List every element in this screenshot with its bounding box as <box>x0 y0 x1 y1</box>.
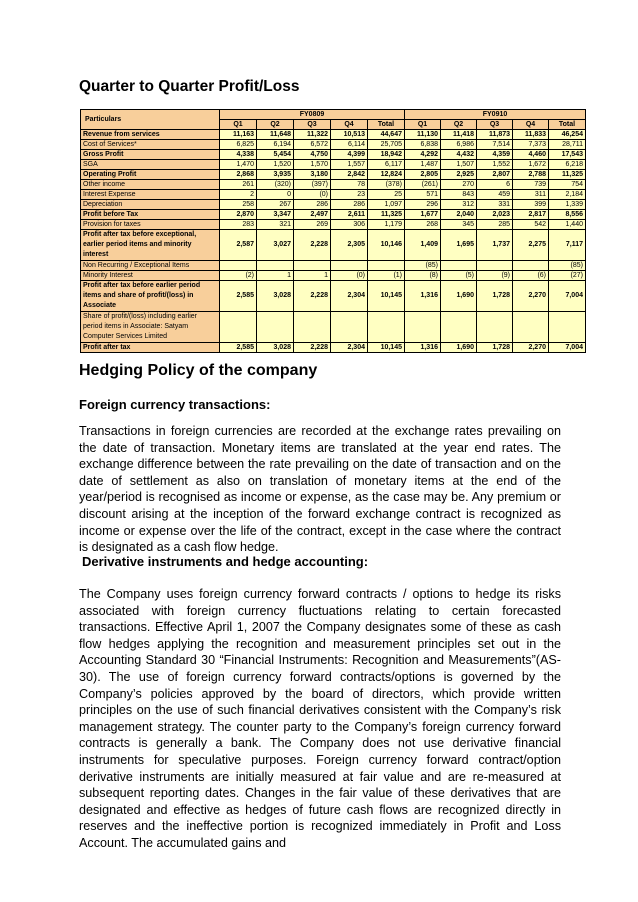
row-label: Non Recurring / Exceptional Items <box>81 261 220 271</box>
table-cell: 2,040 <box>441 210 477 220</box>
table-cell: 754 <box>549 180 586 190</box>
header-fy0809: FY0809 <box>220 110 405 120</box>
row-label: Cost of Services* <box>81 140 220 150</box>
table-cell: (378) <box>368 180 405 190</box>
table-cell: 2,228 <box>294 281 331 312</box>
table-cell: 6,194 <box>257 140 294 150</box>
table-cell: 2,023 <box>477 210 513 220</box>
table-cell: 1,339 <box>549 200 586 210</box>
table-cell: 4,432 <box>441 150 477 160</box>
table-cell: 2,228 <box>294 230 331 261</box>
subheading-foreign-currency: Foreign currency transactions: <box>79 397 271 412</box>
row-label: Profit after tax <box>81 343 220 353</box>
table-cell: 1,690 <box>441 343 477 353</box>
table-row <box>81 230 586 261</box>
table-cell: 11,873 <box>477 130 513 140</box>
table-cell: 11,833 <box>513 130 549 140</box>
table-cell <box>294 261 331 271</box>
table-cell: (1) <box>368 271 405 281</box>
table-row <box>81 190 586 200</box>
table-row <box>81 312 586 343</box>
table-cell: 4,399 <box>331 150 368 160</box>
table-cell: 11,130 <box>405 130 441 140</box>
table-cell: 312 <box>441 200 477 210</box>
table-cell: 1,728 <box>477 343 513 353</box>
table-cell: (85) <box>405 261 441 271</box>
table-cell: 2,788 <box>513 170 549 180</box>
table-cell: 311 <box>513 190 549 200</box>
row-label: Depreciation <box>81 200 220 210</box>
table-cell: 739 <box>513 180 549 190</box>
table-cell: 2 <box>220 190 257 200</box>
table-cell: 46,254 <box>549 130 586 140</box>
section-title-profit-loss: Quarter to Quarter Profit/Loss <box>79 78 300 95</box>
table-cell: 6,218 <box>549 160 586 170</box>
table-cell: 2,585 <box>220 343 257 353</box>
table-cell: 78 <box>331 180 368 190</box>
table-row <box>81 200 586 210</box>
table-row <box>81 170 586 180</box>
row-label: Interest Expense <box>81 190 220 200</box>
row-label: Provision for taxes <box>81 220 220 230</box>
table-cell: (9) <box>477 271 513 281</box>
header-quarter: Q1 <box>220 120 257 130</box>
table-cell: 3,180 <box>294 170 331 180</box>
table-cell: 261 <box>220 180 257 190</box>
table-cell: 7,004 <box>549 281 586 312</box>
header-quarter: Q3 <box>294 120 331 130</box>
table-row <box>81 271 586 281</box>
table-cell: 321 <box>257 220 294 230</box>
table-cell <box>477 312 513 343</box>
table-row <box>81 150 586 160</box>
table-cell: 2,842 <box>331 170 368 180</box>
table-row <box>81 160 586 170</box>
table-cell: 17,543 <box>549 150 586 160</box>
table-cell: 286 <box>294 200 331 210</box>
table-cell: 269 <box>294 220 331 230</box>
table-cell: 11,648 <box>257 130 294 140</box>
table-cell: (6) <box>513 271 549 281</box>
table-cell: (85) <box>549 261 586 271</box>
table-cell: 2,228 <box>294 343 331 353</box>
table-cell: 4,292 <box>405 150 441 160</box>
table-cell: 268 <box>405 220 441 230</box>
table-cell: 1,316 <box>405 343 441 353</box>
table-cell: 10,146 <box>368 230 405 261</box>
table-cell <box>294 312 331 343</box>
table-cell: 0 <box>257 190 294 200</box>
table-cell: 28,711 <box>549 140 586 150</box>
table-cell <box>368 312 405 343</box>
header-quarter: Q1 <box>405 120 441 130</box>
table-cell: 1,695 <box>441 230 477 261</box>
table-cell: 3,028 <box>257 281 294 312</box>
table-cell: 2,304 <box>331 343 368 353</box>
table-cell: (5) <box>441 271 477 281</box>
table-cell: 2,868 <box>220 170 257 180</box>
table-cell: 25,705 <box>368 140 405 150</box>
table-cell: 1,179 <box>368 220 405 230</box>
table-cell: 331 <box>477 200 513 210</box>
table-cell: 10,145 <box>368 343 405 353</box>
table-cell: 6,838 <box>405 140 441 150</box>
table-cell <box>441 312 477 343</box>
row-label: Revenue from services <box>81 130 220 140</box>
table-cell: 2,275 <box>513 230 549 261</box>
subheading-derivatives: Derivative instruments and hedge accounting: <box>82 554 369 569</box>
table-cell: (397) <box>294 180 331 190</box>
table-cell: 25 <box>368 190 405 200</box>
table-cell: 23 <box>331 190 368 200</box>
table-row <box>81 343 586 353</box>
table-cell: 6,117 <box>368 160 405 170</box>
table-cell: 2,807 <box>477 170 513 180</box>
table-cell: 285 <box>477 220 513 230</box>
table-cell: (320) <box>257 180 294 190</box>
profit-loss-table <box>80 109 586 353</box>
table-cell: 270 <box>441 180 477 190</box>
table-cell: 7,373 <box>513 140 549 150</box>
header-quarter: Total <box>368 120 405 130</box>
table-cell <box>549 312 586 343</box>
table-cell: 4,460 <box>513 150 549 160</box>
row-label: Minority Interest <box>81 271 220 281</box>
table-cell: 1 <box>257 271 294 281</box>
table-cell: 1,690 <box>441 281 477 312</box>
table-cell: (27) <box>549 271 586 281</box>
table-cell: 843 <box>441 190 477 200</box>
table-cell: 2,585 <box>220 281 257 312</box>
table-cell: 399 <box>513 200 549 210</box>
table-cell: 1,552 <box>477 160 513 170</box>
table-cell: 306 <box>331 220 368 230</box>
table-cell: 1,677 <box>405 210 441 220</box>
table-cell <box>220 261 257 271</box>
table-cell <box>331 261 368 271</box>
table-cell <box>331 312 368 343</box>
header-quarter: Total <box>549 120 586 130</box>
table-cell: 6 <box>477 180 513 190</box>
table-cell <box>513 261 549 271</box>
table-cell: 1,470 <box>220 160 257 170</box>
row-label: Other income <box>81 180 220 190</box>
table-cell: 267 <box>257 200 294 210</box>
table-cell: 2,805 <box>405 170 441 180</box>
table-cell: 4,750 <box>294 150 331 160</box>
header-particulars: Particulars <box>81 110 220 130</box>
table-cell: 2,270 <box>513 281 549 312</box>
row-label: Gross Profit <box>81 150 220 160</box>
table-cell: 11,163 <box>220 130 257 140</box>
table-cell: (0) <box>331 271 368 281</box>
table-cell <box>257 261 294 271</box>
table-cell: 8,556 <box>549 210 586 220</box>
table-cell: 345 <box>441 220 477 230</box>
table-cell: (8) <box>405 271 441 281</box>
table-cell: 11,418 <box>441 130 477 140</box>
table-cell: 5,454 <box>257 150 294 160</box>
table-row <box>81 130 586 140</box>
profit-loss-table-body <box>81 130 586 353</box>
table-row <box>81 140 586 150</box>
row-label: Share of profit/(loss) including earlier period items in Associate: Satyam Computer Services Limited <box>81 312 220 343</box>
table-cell: 1,440 <box>549 220 586 230</box>
table-cell: 3,935 <box>257 170 294 180</box>
header-quarter: Q4 <box>331 120 368 130</box>
table-cell <box>441 261 477 271</box>
table-cell: 6,572 <box>294 140 331 150</box>
table-cell: 10,145 <box>368 281 405 312</box>
table-cell: 2,587 <box>220 230 257 261</box>
table-cell: 2,925 <box>441 170 477 180</box>
table-cell: 3,027 <box>257 230 294 261</box>
table-cell: 283 <box>220 220 257 230</box>
table-cell: 3,347 <box>257 210 294 220</box>
table-cell <box>477 261 513 271</box>
table-cell: 2,817 <box>513 210 549 220</box>
table-cell: 1,520 <box>257 160 294 170</box>
table-cell: 10,513 <box>331 130 368 140</box>
table-cell: 7,117 <box>549 230 586 261</box>
table-cell: 2,270 <box>513 343 549 353</box>
section-title-hedging: Hedging Policy of the company <box>79 362 318 379</box>
table-cell: 286 <box>331 200 368 210</box>
table-row <box>81 220 586 230</box>
paragraph-derivatives: The Company uses foreign currency forward contracts / options to hedge its risks associated with foreign currency fluctuations relating to certain forecasted transactions. Effective April 1, 2007 the Company designates some of these as cash flow hedges applying the recognition and measurement principles set out in the Accounting Standard 30 “Financial Instruments: Recognition and Measurements”(AS-30). The use of foreign currency forward contracts/options is governed by the Company’s policies approved by the board of directors, which provide written principles on the use of such financial derivatives consistent with the Company’s risk management strategy. The counter party to the Company’s foreign currency forward contracts is generally a bank. The Company does not use derivative financial instruments for speculative purposes. Foreign currency forward contract/option derivative instruments are initially measured at fair value and are re-measured at subsequent reporting dates. Changes in the fair value of these derivatives that are designated and effective as hedges of future cash flows are recognized directly in reserves and the ineffective portion is recognized immediately in Profit and Loss Account. The accumulated gains and <box>79 587 561 850</box>
table-cell: 1,487 <box>405 160 441 170</box>
table-cell: 542 <box>513 220 549 230</box>
table-cell: 6,986 <box>441 140 477 150</box>
profit-loss-table-wrapper <box>80 109 585 353</box>
table-cell <box>513 312 549 343</box>
table-cell: 1 <box>294 271 331 281</box>
table-cell: 2,184 <box>549 190 586 200</box>
row-label: Operating Profit <box>81 170 220 180</box>
table-cell: 1,728 <box>477 281 513 312</box>
table-cell: 296 <box>405 200 441 210</box>
table-cell <box>405 312 441 343</box>
table-cell: 1,570 <box>294 160 331 170</box>
table-cell: 2,611 <box>331 210 368 220</box>
table-cell: 459 <box>477 190 513 200</box>
header-quarter: Q4 <box>513 120 549 130</box>
table-cell: (2) <box>220 271 257 281</box>
table-cell: 571 <box>405 190 441 200</box>
table-row <box>81 180 586 190</box>
table-row <box>81 261 586 271</box>
table-cell: 7,004 <box>549 343 586 353</box>
table-cell: 18,942 <box>368 150 405 160</box>
paragraph-foreign-currency: Transactions in foreign currencies are recorded at the exchange rates prevailing on the date of transaction. Monetary items are translated at the year end rates. The exchange difference between the rate prevailing on the date of transaction and on the date of settlement as also on translation of monetary items at the end of the year/period is recognised as income or expense, as the case may be. Any premium or discount arising at the inception of the forward exchange contract is recognized as income or expense over the life of the contract, except in the case where the contract is designated as a cash flow hedge. <box>79 424 561 555</box>
table-cell: (0) <box>294 190 331 200</box>
table-cell: 3,028 <box>257 343 294 353</box>
table-cell: 12,824 <box>368 170 405 180</box>
table-cell: 1,097 <box>368 200 405 210</box>
table-row <box>81 281 586 312</box>
table-cell: 1,672 <box>513 160 549 170</box>
row-label: Profit after tax before exceptional, earlier period items and minority interest <box>81 230 220 261</box>
table-cell: 2,497 <box>294 210 331 220</box>
table-cell: 4,359 <box>477 150 513 160</box>
table-cell: 6,825 <box>220 140 257 150</box>
table-cell: 1,557 <box>331 160 368 170</box>
row-label: Profit after tax before earlier period items and share of profit/(loss) in Associate <box>81 281 220 312</box>
table-cell: 1,737 <box>477 230 513 261</box>
table-cell: 2,304 <box>331 281 368 312</box>
table-cell: 1,316 <box>405 281 441 312</box>
table-cell <box>257 312 294 343</box>
table-cell: 7,514 <box>477 140 513 150</box>
header-quarter: Q2 <box>257 120 294 130</box>
table-row <box>81 210 586 220</box>
table-cell: 2,305 <box>331 230 368 261</box>
table-cell: 44,647 <box>368 130 405 140</box>
table-cell: 258 <box>220 200 257 210</box>
table-cell: 11,325 <box>549 170 586 180</box>
header-quarter: Q2 <box>441 120 477 130</box>
table-cell: 1,507 <box>441 160 477 170</box>
table-cell <box>368 261 405 271</box>
table-cell: 2,870 <box>220 210 257 220</box>
table-cell: 1,409 <box>405 230 441 261</box>
table-cell: 6,114 <box>331 140 368 150</box>
header-fy0910: FY0910 <box>405 110 586 120</box>
table-cell: 11,325 <box>368 210 405 220</box>
table-cell: (261) <box>405 180 441 190</box>
table-cell: 4,338 <box>220 150 257 160</box>
row-label: Profit before Tax <box>81 210 220 220</box>
row-label: SGA <box>81 160 220 170</box>
table-cell: 11,322 <box>294 130 331 140</box>
header-quarter: Q3 <box>477 120 513 130</box>
table-cell <box>220 312 257 343</box>
